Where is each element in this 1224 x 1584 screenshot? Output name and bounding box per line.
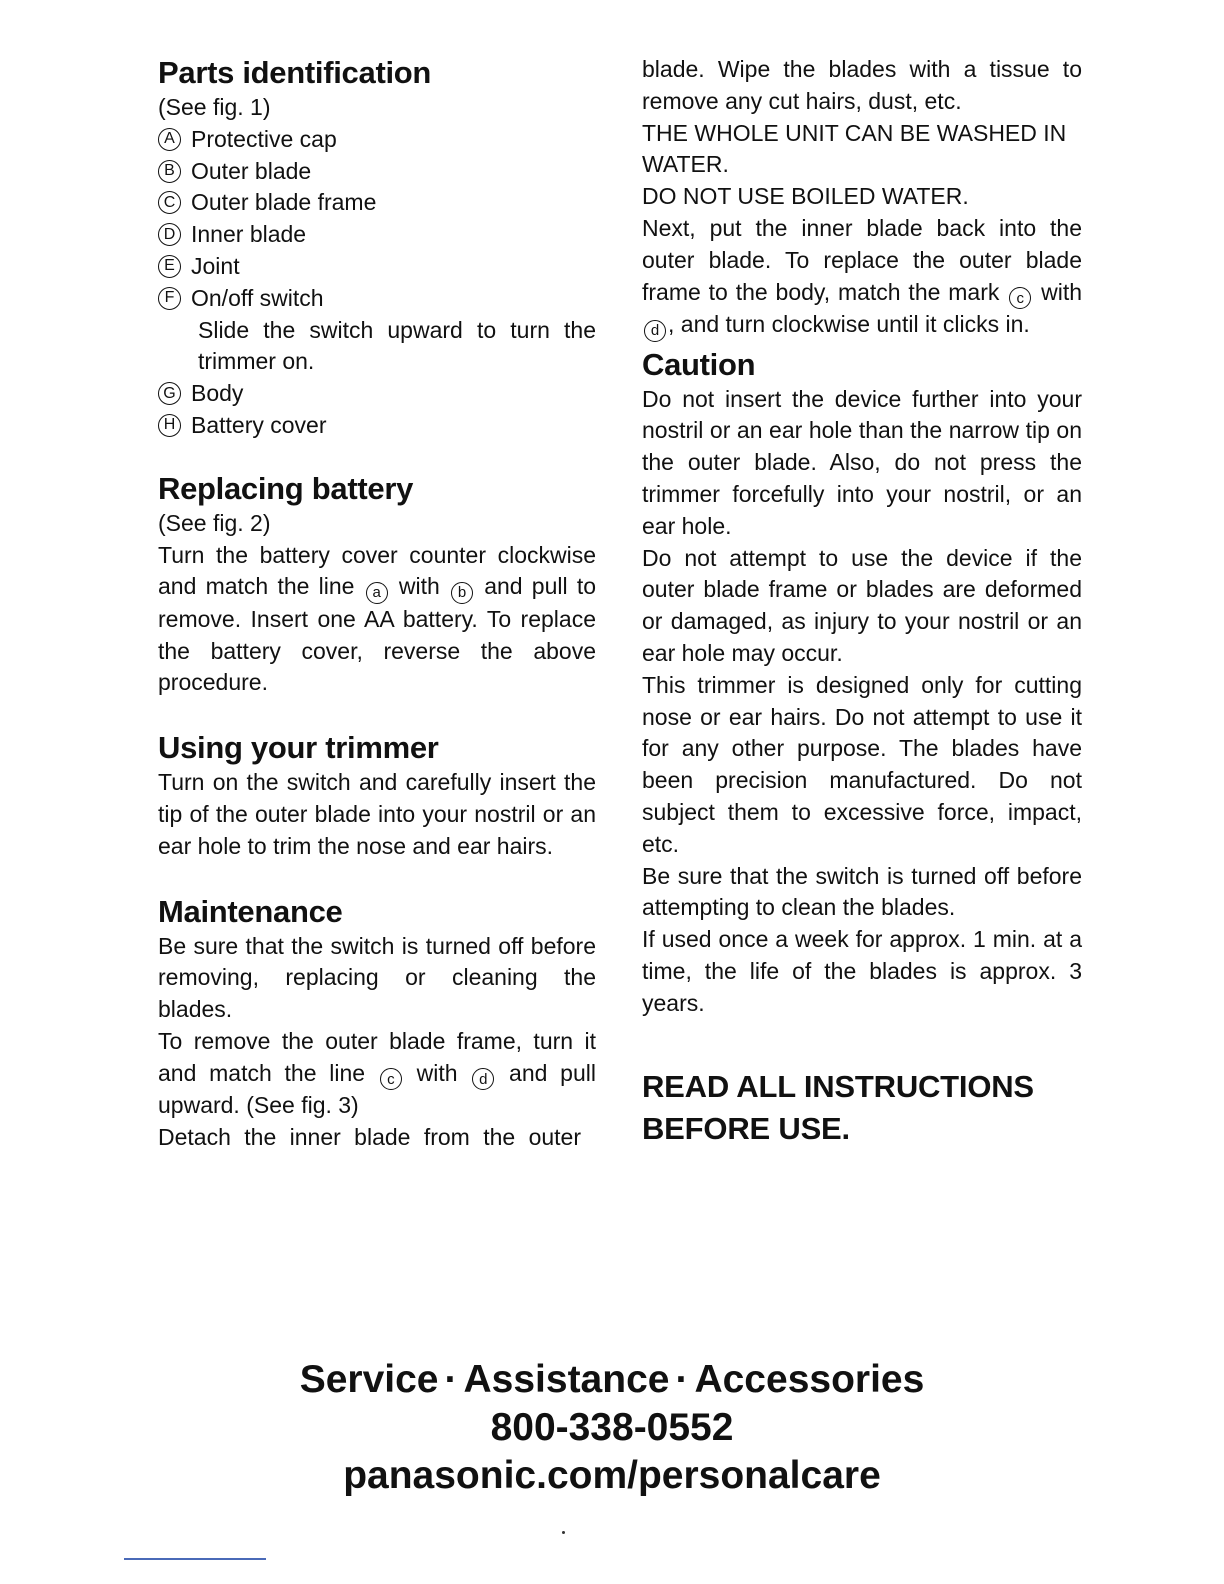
read-all-instructions [642, 1066, 1082, 1150]
circled-b-icon: b [451, 582, 473, 604]
parts-list-continued [158, 378, 596, 442]
maintenance-text-2: To remove the outer blade frame, turn it and match the line c with d and pull upward. (See fig. 3) [158, 1028, 596, 1119]
circled-a-icon: a [366, 582, 388, 604]
part-item [158, 124, 596, 156]
maintenance-section [158, 893, 596, 1154]
part-label: Outer blade [191, 157, 312, 184]
maintenance-text-1: Be sure that the switch is turned off before removing, replacing or cleaning the blades. [158, 932, 596, 1023]
part-item [158, 156, 596, 188]
parts-see-fig: (See fig. 1) [158, 94, 271, 120]
replacing-battery-section [158, 470, 596, 699]
bottom-rule [124, 1558, 266, 1560]
part-item [158, 378, 596, 410]
replacing-battery-heading: Replacing battery [158, 470, 414, 506]
caution-section [642, 346, 1082, 1020]
part-label: Battery cover [191, 411, 327, 438]
caution-paragraph: If used once a week for approx. 1 min. at a time, the life of the blades is approx. 3 years. [642, 926, 1082, 1016]
maintenance-continued [642, 54, 1082, 342]
parts-identification-section [158, 54, 596, 442]
maintenance-heading: Maintenance [158, 893, 343, 929]
maintenance-washable-text: THE WHOLE UNIT CAN BE WASHED IN WATER. [642, 119, 1067, 178]
circled-c-icon: c [380, 1068, 402, 1090]
website-url: panasonic.com/personalcare [343, 1454, 881, 1497]
caution-paragraph: Do not insert the device further into your nostril or an ear hole than the narrow tip on the outer blade. Also, do not press the trimmer forcefully into your nostril, or an ear hole. [642, 385, 1082, 539]
switch-note: Slide the switch upward to turn the trimmer on. [198, 316, 596, 375]
circled-letter-icon: G [158, 382, 181, 405]
maintenance-wipe-text: blade. Wipe the blades with a tissue to remove any cut hairs, dust, etc. [642, 56, 1082, 114]
circled-letter-icon: D [158, 223, 181, 246]
circled-letter-icon: F [158, 287, 181, 310]
part-label: On/off switch [191, 284, 324, 311]
using-trimmer-section [158, 729, 596, 862]
part-item [158, 283, 596, 315]
service-footer [0, 1356, 1224, 1500]
maintenance-reassemble-text: Next, put the inner blade back into the outer blade. To replace the outer blade frame to the body, match the mark c with d , and turn clockwise until it clicks in. [642, 213, 1082, 342]
caution-paragraph: Be sure that the switch is turned off before attempting to clean the blades. [642, 862, 1082, 921]
using-trimmer-heading: Using your trimmer [158, 730, 439, 766]
maintenance-text-3: Detach the inner blade from the outer [158, 1124, 582, 1151]
scan-speck [562, 1531, 565, 1534]
part-item [158, 251, 596, 283]
read-all-line-1: READ ALL INSTRUCTIONS [642, 1068, 1034, 1104]
using-trimmer-text: Turn on the switch and carefully insert the tip of the outer blade into your nostril or an ear hole to trim the nose and ear hairs. [158, 769, 596, 859]
read-all-line-2: BEFORE USE. [642, 1110, 850, 1146]
circled-c-icon: c [1009, 287, 1031, 309]
caution-heading: Caution [642, 346, 756, 382]
circled-letter-icon: A [158, 128, 181, 151]
part-item [158, 187, 596, 219]
part-label: Protective cap [191, 125, 337, 152]
part-label: Joint [191, 252, 240, 279]
caution-paragraph: Do not attempt to use the device if the outer blade frame or blades are deformed or damaged, as injury to your nostril or an ear hole may occur. [642, 544, 1082, 666]
caution-paragraph: This trimmer is designed only for cutting nose or ear hairs. Do not attempt to use it for any other purpose. The blades have been precision manufactured. Do not subject them to excessive force, impact, etc. [642, 671, 1082, 857]
circled-letter-icon: C [158, 191, 181, 214]
part-label: Outer blade frame [191, 189, 377, 216]
circled-d-icon: d [472, 1068, 494, 1090]
circled-letter-icon: H [158, 414, 181, 437]
phone-number: 800-338-0552 [490, 1406, 734, 1449]
circled-letter-icon: B [158, 160, 181, 183]
parts-list [158, 124, 596, 315]
left-column [158, 54, 596, 1178]
part-label: Inner blade [191, 221, 307, 248]
right-column [642, 54, 1082, 1150]
part-label: Body [191, 380, 244, 407]
part-item [158, 219, 596, 251]
service-line: Service · Assistance · Accessories [299, 1358, 925, 1401]
part-item [158, 410, 596, 442]
parts-identification-heading: Parts identification [158, 55, 432, 90]
circled-letter-icon: E [158, 255, 181, 278]
battery-see-fig: (See fig. 2) [158, 509, 271, 536]
circled-d-icon: d [644, 320, 666, 342]
battery-instructions: Turn the battery cover counter clockwise and match the line a with b and pull to remove. Insert one AA battery. To replace the battery cover, reverse the above procedure. [158, 541, 597, 696]
maintenance-boiled-water-text: DO NOT USE BOILED WATER. [642, 183, 969, 210]
